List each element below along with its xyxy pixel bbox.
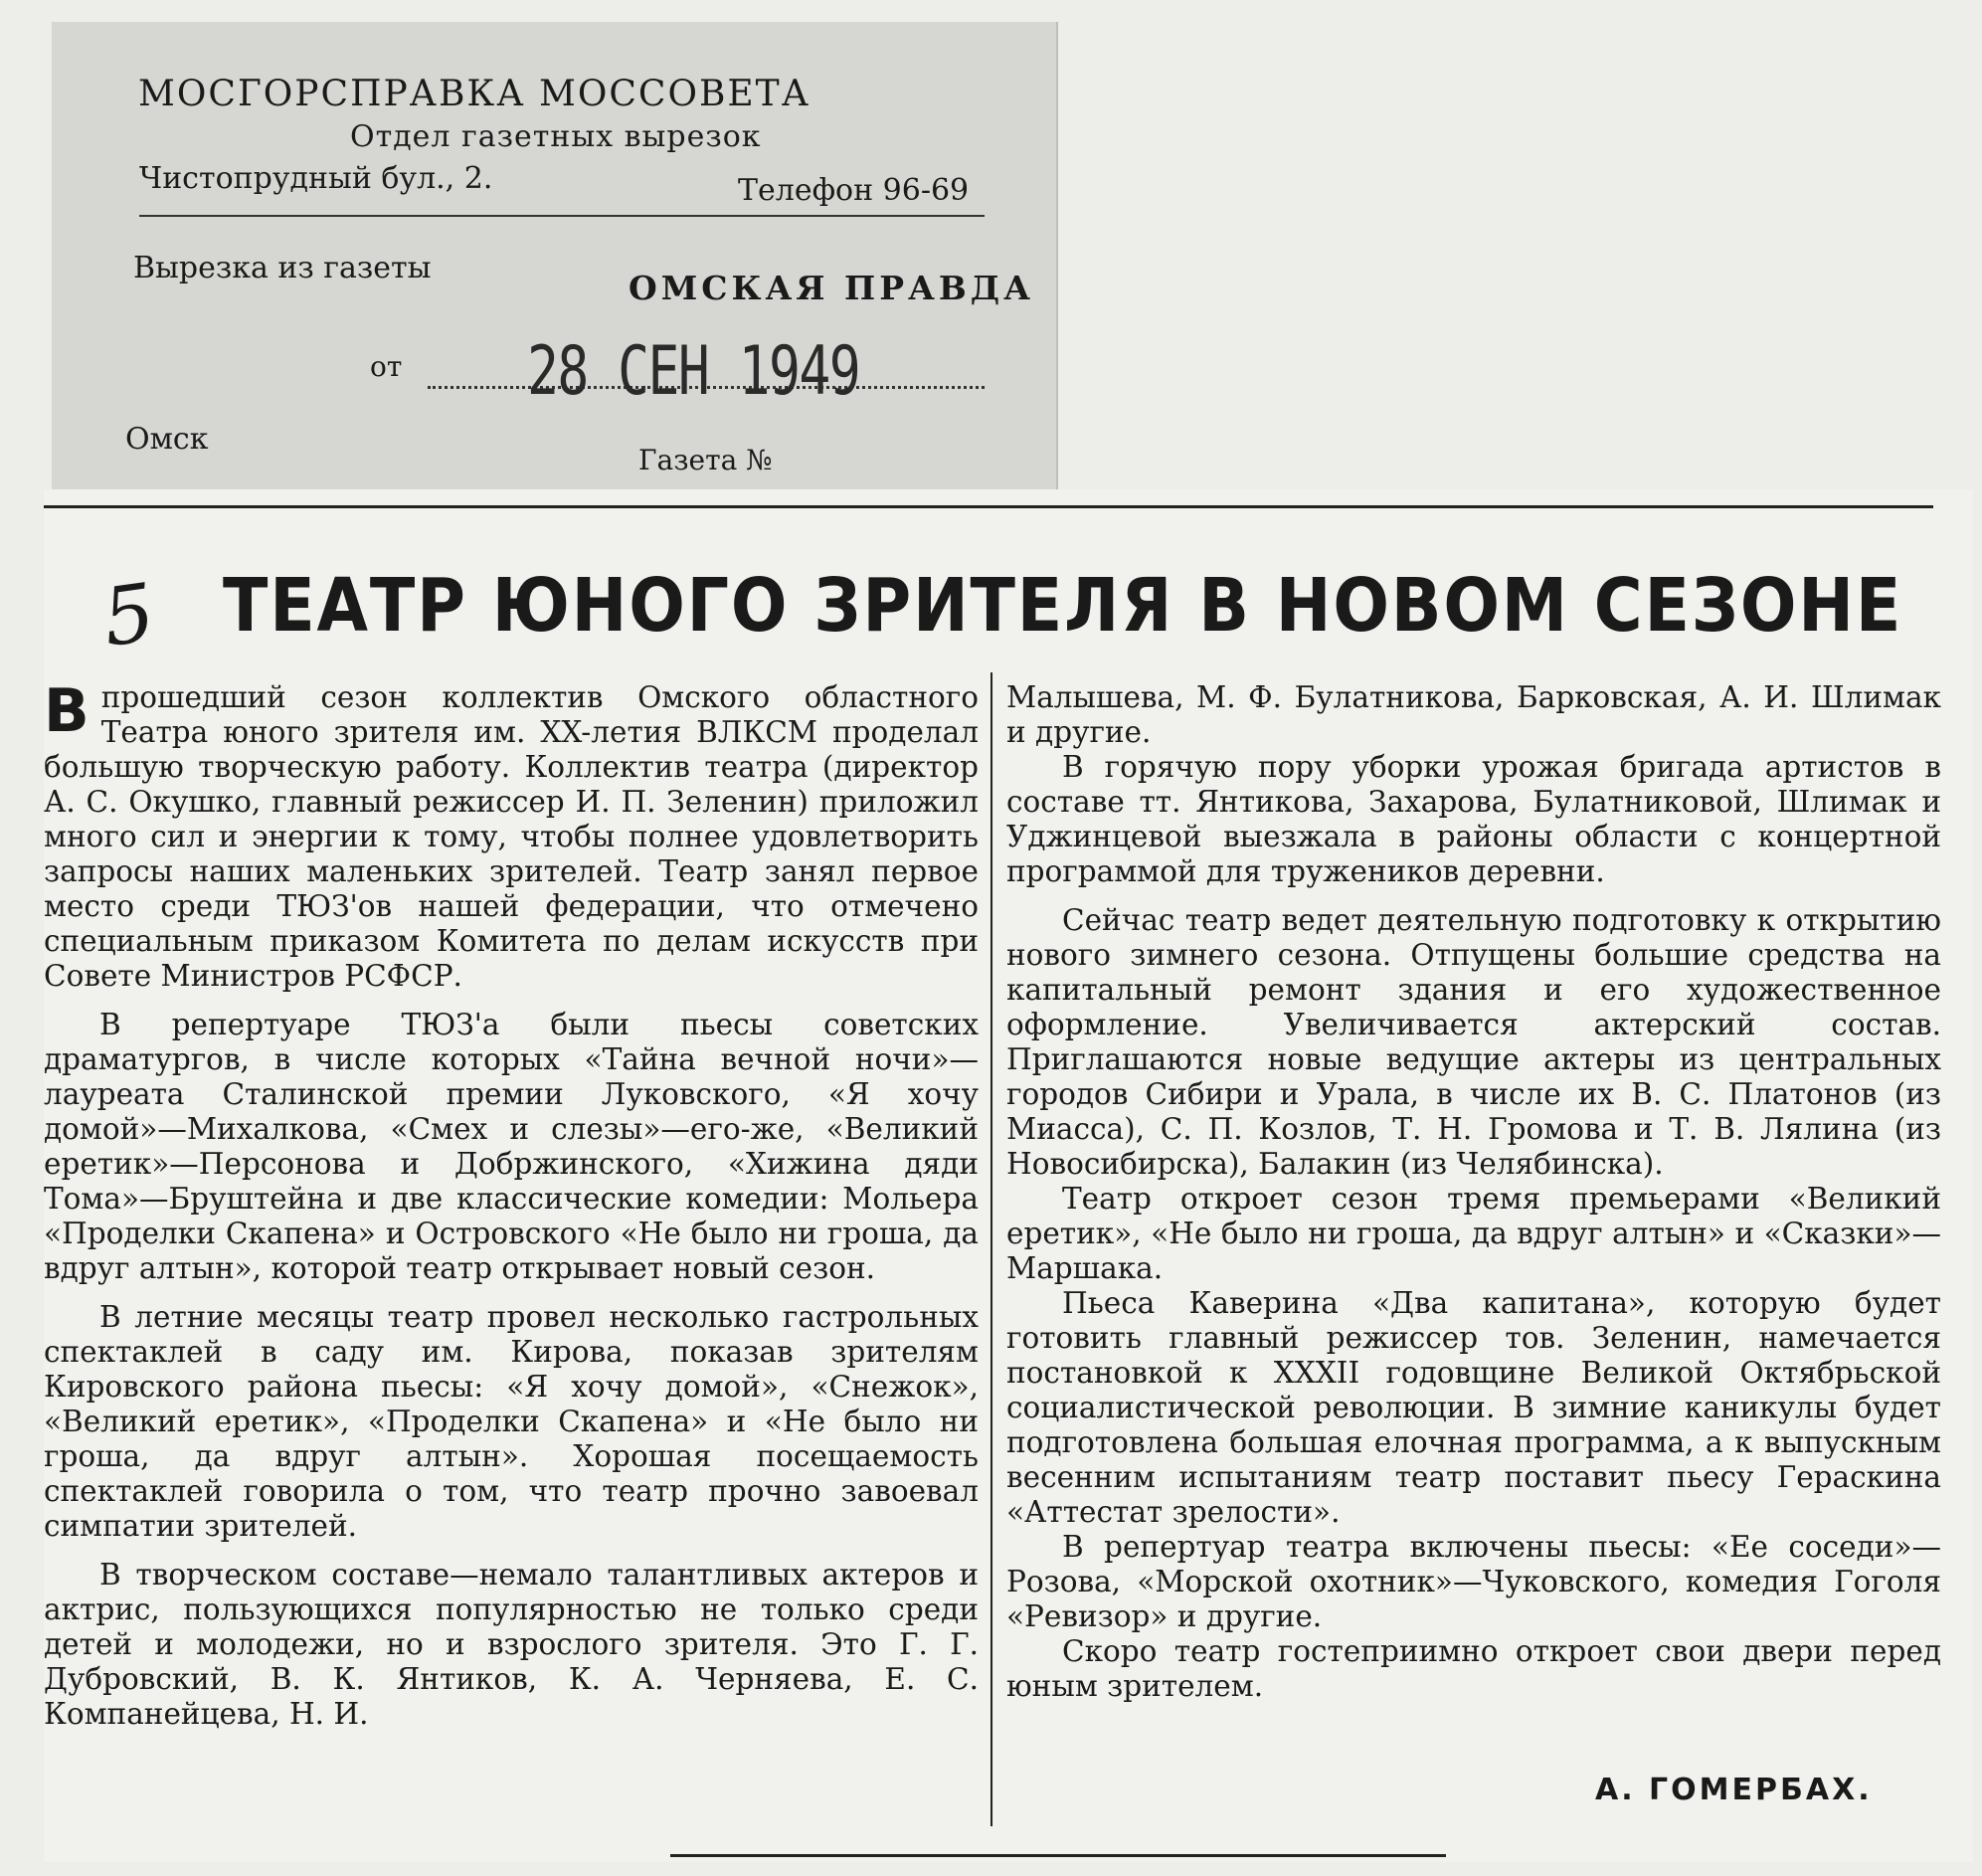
paragraph: Театр откроет сезон тремя премьерами «Великий еретик», «Не было ни гроша, да вдруг алтын» и «Сказки»—Маршака. [1006, 1182, 1941, 1285]
cut-label: Вырезка из газеты [133, 251, 432, 285]
department-name: Отдел газетных вырезок [350, 119, 762, 154]
article-headline: ТЕАТР ЮНОГО ЗРИТЕЛЯ В НОВОМ СЕЗОНЕ [223, 563, 1903, 649]
author-signature: А. ГОМЕРБАХ. [1595, 1773, 1873, 1807]
paragraph: Скоро театр гостеприимно откроет свои двери перед юным зрителем. [1006, 1634, 1941, 1703]
article-column-right [1006, 680, 1941, 1704]
newspaper-article [44, 489, 1973, 1862]
date-stamp: 28 СЕН 1949 [527, 332, 860, 411]
paragraph: В творческом составе—немало талантливых актеров и актрис, пользующихся популярностью не только среди детей и молодежи, но и взрослого зрителя. Это Г. Г. Дубровский, В. К. Янтиков, К. А. Черняева, Е. С. Компанейцева, Н. И. [44, 1558, 979, 1731]
agency-phone: Телефон 96-69 [738, 173, 970, 208]
date-label: от [370, 350, 403, 383]
paragraph: Малышева, М. Ф. Булатникова, Барковская, А. И. Шлимак и другие. [1006, 680, 1941, 749]
paragraph-text: прошедший сезон коллектив Омского областного Театра юного зрителя им. XX-летия ВЛКСМ проделал большую творческую работу. Коллектив театра (директор А. С. Окушко, главный режиссер И. П. Зеленин) приложил много сил и энергии к тому, чтобы полнее удовлетворить запросы наших маленьких зрителей. Театр занял первое место среди ТЮЗ'ов нашей федерации, что отмечено специальным приказом Комитета по делам искусств при Совете Министров РСФСР. [44, 680, 979, 993]
drop-cap: В [44, 676, 90, 746]
paragraph: В репертуар театра включены пьесы: «Ее соседи»—Розова, «Морской охотник»—Чуковского, комедия Гоголя «Ревизор» и другие. [1006, 1530, 1941, 1633]
article-bottom-rule [670, 1854, 1446, 1857]
handwritten-number: 5 [96, 565, 161, 665]
paragraph: Сейчас театр ведет деятельную подготовку к открытию нового зимнего сезона. Отпущены большие средства на капитальный ремонт здания и его художественное оформление. Увеличивается актерский состав. Приглашаются новые ведущие актеры из центральных городов Сибири и Урала, в числе их В. С. Платонов (из Миасса), С. П. Козлов, Т. Н. Громова и Т. В. Лялина (из Новосибирска), Балакин (из Челябинска). [1006, 903, 1941, 1181]
city-label: Омск [125, 422, 209, 457]
paragraph [44, 676, 979, 994]
paragraph: Пьеса Каверина «Два капитана», которую будет готовить главный режиссер тов. Зеленин, намечается постановкой к XXXII годовщине Великой Октябрьской социалистической революции. В зимние каникулы будет подготовлена большая елочная программа, а к выпускным весенним испытаниям театр поставит пьесу Гераскина «Аттестат зрелости». [1006, 1286, 1941, 1529]
paragraph: В горячую пору уборки урожая бригада артистов в составе тт. Янтикова, Захарова, Булатниковой, Шлимак и Уджинцевой выезжала в районы области с концертной программой для тружеников деревни. [1006, 750, 1941, 888]
column-divider [991, 672, 992, 1826]
agency-address: Чистопрудный бул., 2. [139, 161, 493, 196]
article-top-rule [44, 505, 1933, 508]
agency-name: МОСГОРСПРАВКА МОССОВЕТА [138, 74, 811, 114]
issue-label: Газета № [638, 444, 773, 476]
article-column-left [44, 676, 979, 1732]
slip-divider [139, 215, 985, 217]
newspaper-name: ОМСКАЯ ПРАВДА [629, 269, 1034, 307]
clipping-service-slip [52, 22, 1058, 489]
paragraph: В репертуаре ТЮЗ'а были пьесы советских драматургов, в числе которых «Тайна вечной ночи»—лауреата Сталинской премии Луковского, «Я хочу домой»—Михалкова, «Смех и слезы»—его-же, «Великий еретик»—Персонова и Добржинского, «Хижина дяди Тома»—Бруштейна и две классические комедии: Мольера «Проделки Скапена» и Островского «Не было ни гроша, да вдруг алтын», которой театр открывает новый сезон. [44, 1008, 979, 1285]
paragraph: В летние месяцы театр провел несколько гастрольных спектаклей в саду им. Кирова, показав зрителям Кировского района пьесы: «Я хочу домой», «Снежок», «Великий еретик», «Проделки Скапена» и «Не было ни гроша, да вдруг алтын». Хорошая посещаемость спектаклей говорила о том, что театр прочно завоевал симпатии зрителей. [44, 1300, 979, 1543]
